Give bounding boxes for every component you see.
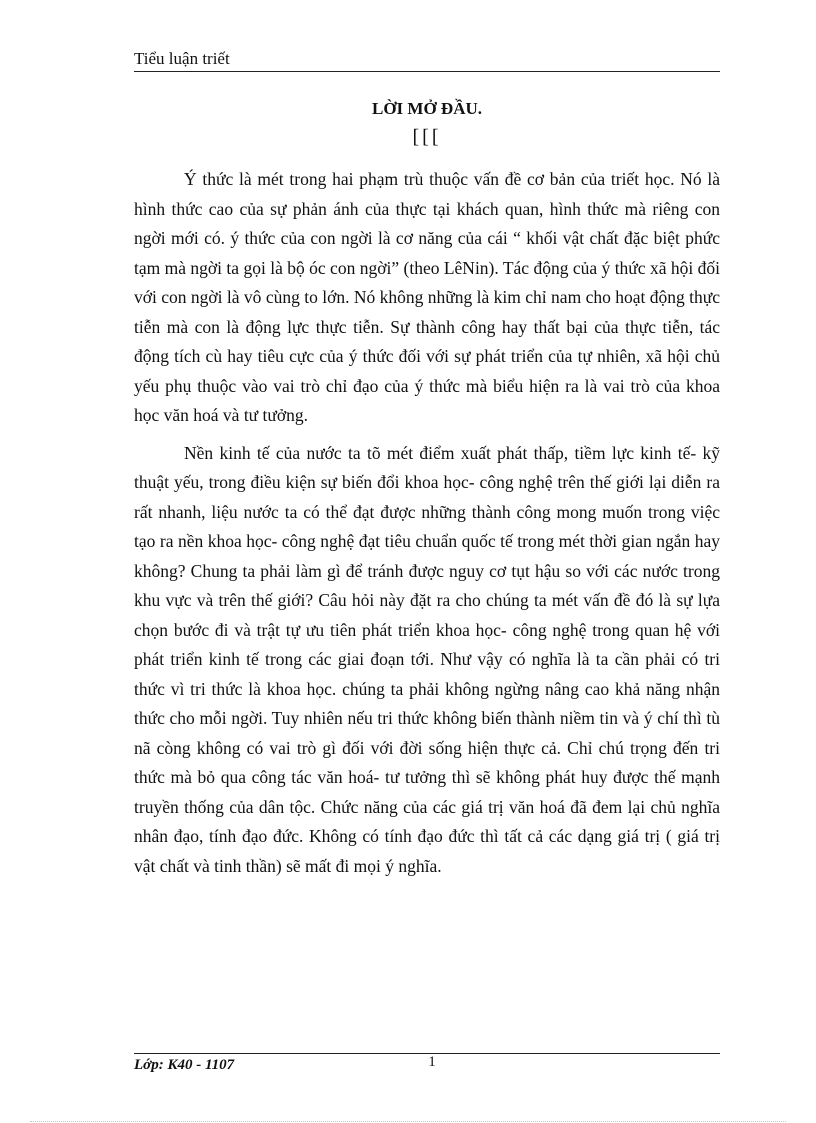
section-heading: LỜI MỞ ĐẦU. xyxy=(371,99,483,118)
paragraph-1: Ý thức là mét trong hai phạm trù thuộc vấn đề cơ bản của triết học. Nó là hình thức cao của sự phản ánh của thực tại khách quan, hình thức mà riêng con ngời mới có. ý thức của con ngời là cơ năng của cái “ khối vật chất đặc biệt phức tạm mà ngời ta gọi là bộ óc con ngời” (theo LêNin). Tác động của ý thức xã hội đối với con ngời là vô cùng to lớn. Nó không những là kim chỉ nam cho hoạt động thực tiễn mà con là động lực thực tiễn. Sự thành công hay thất bại của thực tiễn, tác động tích cù hay tiêu cực của ý thức đối với sự phát triển của tự nhiên, xã hội chủ yếu phụ thuộc vào vai trò chỉ đạo của ý thức mà biểu hiện ra là vai trò của khoa học văn hoá và tư tưởng. xyxy=(134,169,720,425)
running-header-title: Tiểu luận triết xyxy=(134,49,230,68)
decorative-brackets: [[[ xyxy=(412,126,442,148)
footer-class-label: Lớp: K40 - 1107 xyxy=(134,1057,235,1073)
page-boundary-line xyxy=(30,1121,786,1122)
header-divider xyxy=(134,71,720,72)
page-number: 1 xyxy=(428,1054,436,1070)
body-text xyxy=(134,165,720,881)
paragraph-2: Nền kinh tế của nước ta tõ mét điểm xuất phát thấp, tiềm lực kinh tế- kỹ thuật yếu, trong điều kiện sự biến đổi khoa học- công nghệ trên thế giới lại diễn ra rất nhanh, liệu nước ta có thể đạt được những thành công mong muốn trong việc tạo ra nền khoa học- công nghệ đạt tiêu chuẩn quốc tế trong mét thời gian ngắn hay không? Chung ta phải làm gì để tránh được nguy cơ tụt hậu so với các nước trong khu vực và trên thế giới? Câu hỏi này đặt ra cho chúng ta mét vấn đề đó là sự lựa chọn bước đi và trật tự ưu tiên phát triển khoa học- công nghệ trong quan hệ với phát triển kinh tế trong các giai đoạn tới. Như vậy có nghĩa là ta cần phải có tri thức vì tri thức là khoa học. chúng ta phải không ngừng nâng cao khả năng nhận thức cho mỗi ngời. Tuy nhiên nếu tri thức không biến thành niềm tin và ý chí thì tù nã còng không có vai trò gì đối với đời sống hiện thực cả. Chỉ chú trọng đến tri thức mà bỏ qua công tác văn hoá- tư tưởng thì sẽ không phát huy được thế mạnh truyền thống của dân tộc. Chức năng của các giá trị văn hoá đã đem lại chủ nghĩa nhân đạo, tính đạo đức. Không có tính đạo đức thì tất cả các dạng giá trị ( giá trị vật chất và tinh thần) sẽ mất đi mọi ý nghĩa. xyxy=(134,442,720,876)
